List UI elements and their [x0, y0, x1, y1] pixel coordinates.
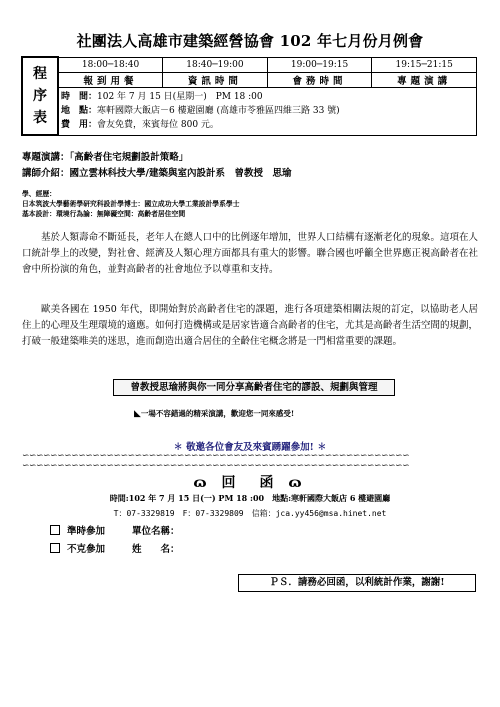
decorative-border-bottom: ∽∽∽∽∽∽∽∽∽∽∽∽∽∽∽∽∽∽∽∽∽∽∽∽∽∽∽∽∽∽∽∽∽∽∽∽∽∽∽∽∽∽∽∽∽∽∽∽∽∽∽∽∽∽∽ — [22, 461, 410, 471]
schedule-time-1: 18:00─18:40 — [58, 57, 163, 72]
bio-heading: 學、經歷： — [22, 190, 56, 198]
schedule-event-2: 資訊時間 — [163, 72, 268, 87]
attend-checkbox[interactable] — [50, 525, 60, 535]
decorative-border-top: ∽∽∽∽∽∽∽∽∽∽∽∽∽∽∽∽∽∽∽∽∽∽∽∽∽∽∽∽∽∽∽∽∽∽∽∽∽∽∽∽∽∽∽∽∽∽∽∽∽∽∽∽∽∽∽ — [22, 451, 410, 461]
attend-option[interactable]: 準時參加 — [50, 523, 105, 537]
attendee-name-field[interactable]: 姓 名： — [132, 544, 180, 555]
schedule-time-3: 19:00─19:15 — [267, 57, 372, 72]
reply-contact: T：07-3329819 F：07-3329809 信箱：jca.yy456@msa.hinet.net — [113, 509, 387, 518]
reply-form-title: ɷ 回 函 ɷ — [193, 475, 307, 491]
bio-line-education: 日本筑波大學藝術學研究科設計學博士：國立成功大學工業設計學系學士 — [22, 200, 240, 208]
ps-note: ＰＳ．請務必回函，以利統計作業，謝謝! — [238, 574, 476, 592]
organization-name-field[interactable]: 單位名稱： — [132, 526, 180, 537]
schedule-event-4: 專題演講 — [372, 72, 477, 87]
decline-option[interactable]: 不克參加 — [50, 541, 105, 555]
schedule-time-2: 18:40─19:00 — [163, 57, 268, 72]
meeting-time: 時 間：102 年 7 月 15 日(星期一) PM 18 :00 — [61, 92, 263, 102]
reply-time-venue: 時間:102 年 7 月 15 日(一) PM 18 :00 地點:寒軒國際大飯店 6 樓避園廳 — [109, 493, 391, 503]
schedule-event-3: 會務時間 — [267, 72, 372, 87]
paragraph-aging: 基於人類壽命不斷延長，老年人在總人口中的比例逐年增加，世界人口結構有逐漸老化的現象。這項在人口統計學上的改變，對社會、經濟及人類心理方面都具有重大的影響。聯合國也呼籲全世界應正視高齡者在社會中所扮演的角色，並對高齡者的社會地位予以尊重和支持。 — [22, 232, 479, 275]
schedule-event-1: 報到用餐 — [58, 72, 163, 87]
decline-checkbox[interactable] — [50, 543, 60, 553]
invite-banner: 曾教授思瑜將與你一同分享高齡者住宅的謬設、規劃與管理 — [113, 379, 395, 396]
schedule-side-label: 程 序 表 — [22, 57, 58, 135]
meeting-venue: 地 點：寒軒國際大飯店－6 樓避園廳 (高雄市苓雅區四維三路 33 號) — [61, 106, 340, 116]
tagline: ◣一場不容錯過的精采演講，歡迎您一同來感受! — [134, 409, 295, 419]
ornament-left-icon: ɷ — [193, 475, 212, 491]
paragraph-history: 歐美各國在 1950 年代，即開始對於高齡者住宅的課題，進行各項建築相關法規的訂定，以協助老人居住上的心理及生理環境的適應。如何打造機構或是居家皆適合高齡者的住宅，尤其是高齡者生活空間的規劃，打破一般建築唯美的迷思，進而創造出適合居住的全齡住宅概念將是一門相當重要的課題。 — [22, 304, 479, 347]
schedule-time-4: 19:15─21:15 — [372, 57, 477, 72]
triangle-icon: ◣ — [134, 409, 141, 419]
speaker-intro: 講師介紹：國立雲林科技大學/建築與室內設計系 曾教授 思瑜 — [22, 168, 292, 179]
lecture-topic: 專題演講：「高齡者住宅規劃設計策略」 — [22, 152, 189, 163]
meeting-info — [58, 87, 477, 135]
welcome-line: ✽ 敬邀各位會友及來賓踴躍參加! ✽ — [173, 442, 327, 453]
meeting-fee: 費 用：會友免費，來賓每位 800 元。 — [61, 120, 219, 130]
schedule-table — [21, 56, 477, 136]
bio-line-expertise: 基本設計：環境行為論：無障礙空間：高齡者居住空間 — [22, 210, 186, 218]
ornament-right-icon: ɷ — [288, 475, 307, 491]
page-title: 社團法人高雄市建築經營協會 102 年七月份月例會 — [76, 32, 424, 50]
